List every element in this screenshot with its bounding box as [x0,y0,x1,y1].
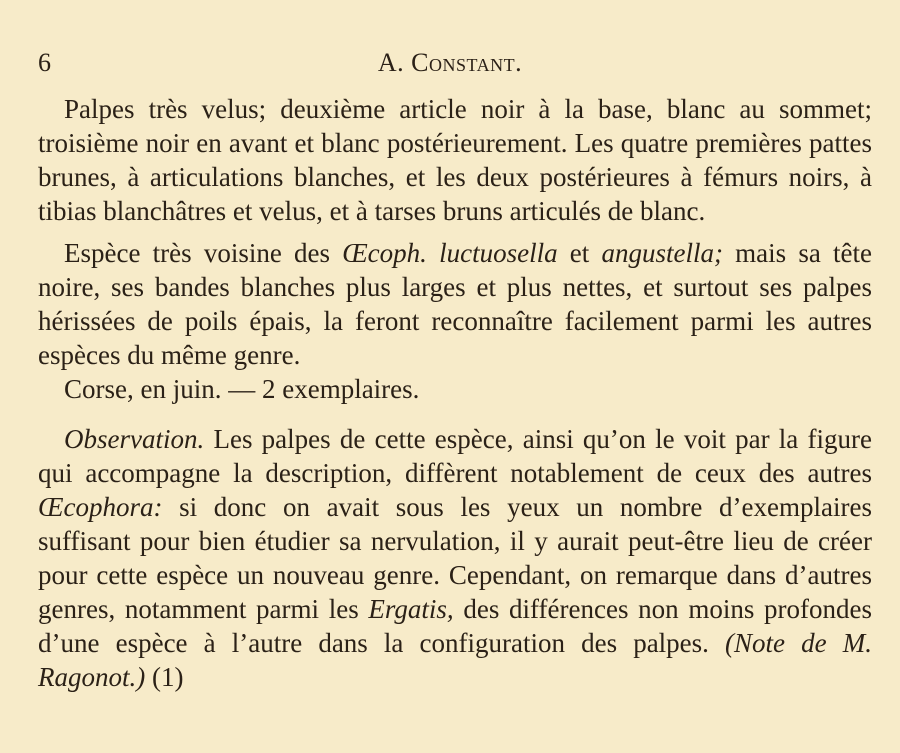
page-number: 6 [38,48,51,77]
paragraph-description: Palpes très velus; deuxième article noir à la base, blanc au sommet; troisième noir en avant et blanc postérieurement. Les quatre premières pattes brunes, à articulations blanches, et les deux postérieures à fémurs noirs, à tibias blanchâtres et velus, et à tarses bruns articulés de blanc. [38,94,872,226]
note-attribution: (Note de M. Ragonot.) [38,628,872,692]
genus-name-ergatis: Ergatis, [368,594,454,624]
text-run: Espèce très voisine des [64,238,343,268]
footnote-reference: (1) [145,662,184,692]
page-body [38,92,872,694]
species-name-angustella: angustella; [601,238,723,268]
genus-name-oecophora: Œcophora: [38,492,163,522]
paragraph-comparison [38,236,872,372]
paragraph-locality: Corse, en juin. — 2 exemplaires. [64,374,420,404]
text-run: si donc on avait sous les yeux un nombre d’exemplaires suffisant pour bien étudier sa nervulation, il y aurait peut-être lieu de créer pour cette espèce un nouveau genre. Cependant, on remarque dans d’autres genres, notamment parmi les [38,492,872,624]
page-header [38,48,862,78]
species-name-luctuosella: Œcoph. luctuosella [342,238,558,268]
observation-label: Observation. [64,424,205,454]
text-run: mais sa tête noire, ses bandes blanches plus larges et plus nettes, et surtout ses palpes hérissées de poils épais, la feront reconnaître facilement parmi les autres espèces du même genre. [38,238,872,370]
text-run: et [557,238,602,268]
paragraph-observation [38,422,872,694]
running-head: A. Constant. [377,48,523,77]
text-run: Les palpes de cette espèce, ainsi qu’on le voit par la figure qui accompagne la description, diffèrent notablement de ceux des autres [38,424,872,488]
text-run: des différences non moins profondes d’une espèce à l’autre dans la configuration des palpes. [38,594,872,658]
